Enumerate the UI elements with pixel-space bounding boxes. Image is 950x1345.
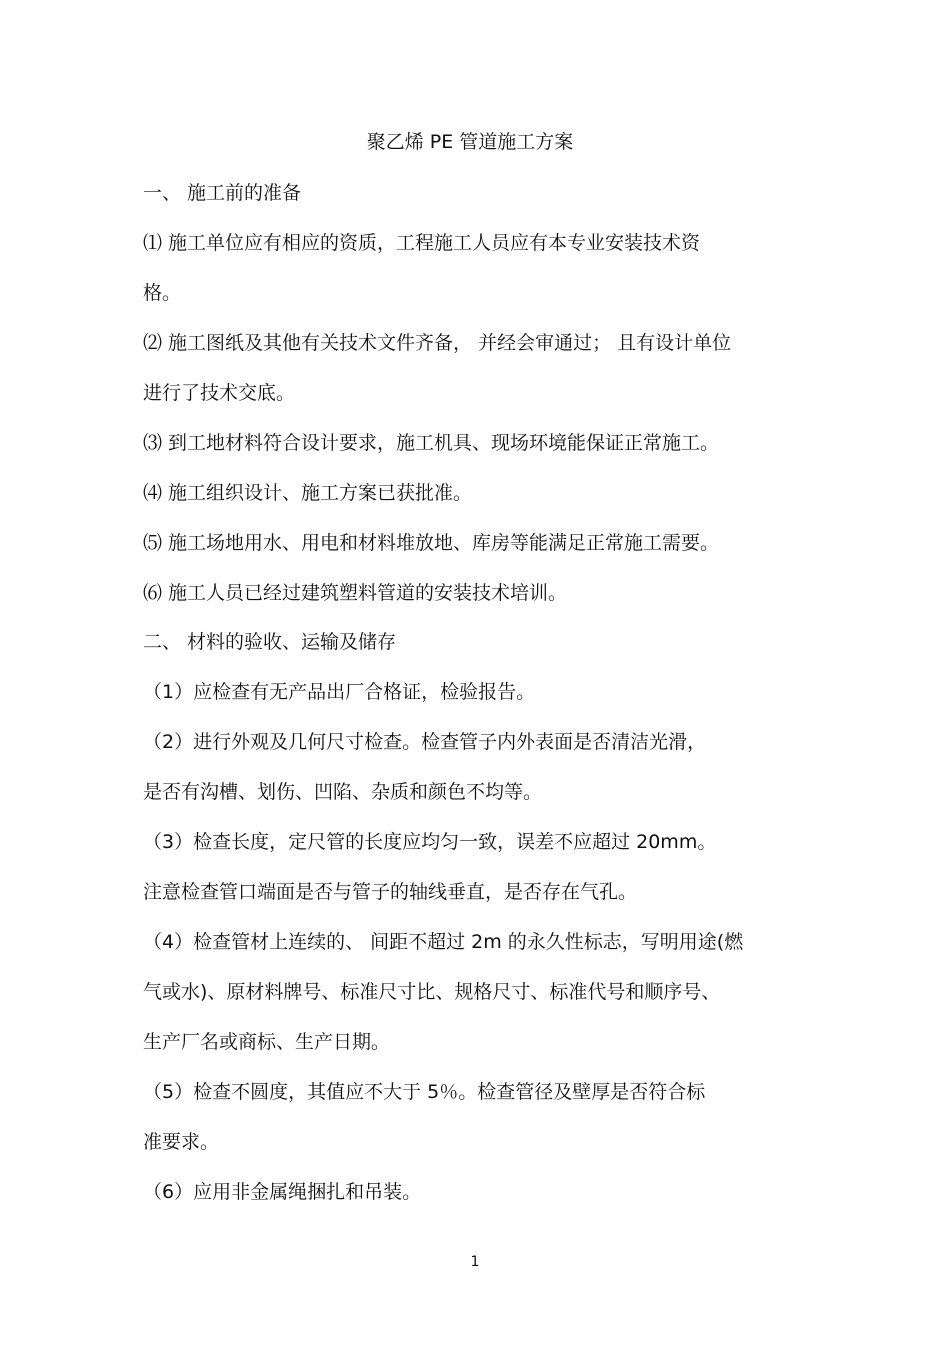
document-title: 聚乙烯 PE 管道施工方案 (366, 131, 574, 153)
paragraph-line: （6）应用非金属绳捆扎和吊装。 (143, 1181, 422, 1203)
paragraph-line: （1）应检查有无产品出厂合格证，检验报告。 (143, 681, 536, 703)
paragraph-line: ⑴ 施工单位应有相应的资质，工程施工人员应有本专业安装技术资 (143, 232, 701, 254)
paragraph-line: （4）检查管材上连续的、 间距不超过 2m 的永久性标志，写明用途(燃 (143, 931, 744, 953)
page-number: 1 (470, 1254, 480, 1270)
section-heading-preparation: 一、 施工前的准备 (143, 182, 302, 204)
paragraph-line: ⑸ 施工场地用水、用电和材料堆放地、库房等能满足正常施工需要。 (143, 532, 720, 554)
paragraph-line: 气或水)、原材料牌号、标准尺寸比、规格尺寸、标准代号和顺序号、 (143, 981, 721, 1003)
paragraph-line: ⑷ 施工组织设计、施工方案已获批准。 (143, 482, 473, 504)
paragraph-line: （3）检查长度，定尺管的长度应均匀一致，误差不应超过 20mm。 (143, 831, 717, 853)
paragraph-line: 准要求。 (143, 1131, 220, 1153)
paragraph-line: 生产厂名或商标、生产日期。 (143, 1031, 391, 1053)
paragraph-line: （5）检查不圆度，其值应不大于 5％。检查管径及壁厚是否符合标 (143, 1081, 706, 1103)
paragraph-line: （2）进行外观及几何尺寸检查。检查管子内外表面是否清洁光滑， (143, 731, 707, 753)
paragraph-line: ⑹ 施工人员已经过建筑塑料管道的安装技术培训。 (143, 582, 568, 604)
paragraph-line: 进行了技术交底。 (143, 382, 296, 404)
paragraph-line: ⑶ 到工地材料符合设计要求，施工机具、现场环境能保证正常施工。 (143, 432, 720, 454)
section-heading-materials: 二、 材料的验收、运输及储存 (143, 631, 397, 653)
paragraph-line: ⑵ 施工图纸及其他有关技术文件齐备， 并经会审通过； 且有设计单位 (143, 332, 732, 354)
paragraph-line: 注意检查管口端面是否与管子的轴线垂直，是否存在气孔。 (143, 881, 638, 903)
paragraph-line: 格。 (143, 282, 182, 304)
paragraph-line: 是否有沟槽、划伤、凹陷、杂质和颜色不均等。 (143, 781, 543, 803)
